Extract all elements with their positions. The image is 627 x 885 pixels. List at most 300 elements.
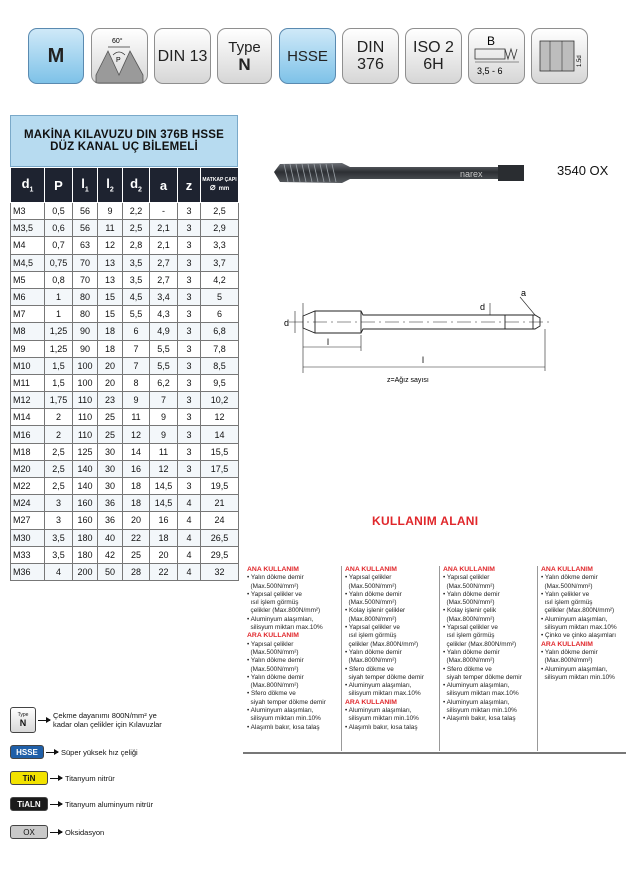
usage-line: • Yalın dökme demir xyxy=(443,590,500,598)
table-cell: 14 xyxy=(123,443,150,460)
usage-line: • Kolay işlenir çelik xyxy=(443,607,497,615)
table-row xyxy=(11,460,239,477)
usage-line: (Max.500N/mm²) xyxy=(247,665,299,673)
table-cell: 14,5 xyxy=(150,495,178,512)
usage-line: • Sfero dökme ve xyxy=(247,690,296,698)
usage-line: • Yalın dökme demir xyxy=(541,648,598,656)
table-cell: M8 xyxy=(11,323,45,340)
table-title-line1: MAKİNA KILAVUZU DIN 376B HSSE xyxy=(23,129,225,141)
table-row xyxy=(11,512,239,529)
table-cell: 9 xyxy=(98,203,123,220)
usage-heading: ANA KULLANIM xyxy=(345,566,397,573)
usage-title: KULLANIM ALANI xyxy=(372,514,479,528)
flute-count-note: z=Ağız sayısı xyxy=(387,377,429,384)
table-cell: 160 xyxy=(73,495,98,512)
shank-tolerance-icon xyxy=(532,29,587,83)
dim-l1: l xyxy=(422,355,424,365)
table-cell: 30 xyxy=(98,478,123,495)
table-cell: M24 xyxy=(11,495,45,512)
table-row xyxy=(11,374,239,391)
thread-pitch-label: P xyxy=(116,57,121,64)
table-cell: 18 xyxy=(98,340,123,357)
legend-type-text-1: Çekme dayanımı 800N/mm² ye xyxy=(53,711,157,720)
usage-line: silisyum miktarı min.10% xyxy=(541,673,615,681)
usage-line: (Max.800N/mm²) xyxy=(443,657,495,665)
header-a: a xyxy=(150,168,178,203)
metric-thread-badge xyxy=(28,28,84,84)
usage-line: • Yalın çelikler ve xyxy=(541,590,590,598)
usage-line: silisyum miktarı max.10% xyxy=(541,624,617,632)
table-cell: 15 xyxy=(98,306,123,323)
table-cell: 18 xyxy=(123,495,150,512)
table-cell: 9 xyxy=(123,392,150,409)
table-cell: 3 xyxy=(178,460,201,477)
drill-label: MATKAP ÇAPI xyxy=(202,176,237,183)
chamfer-label: B xyxy=(487,34,496,48)
table-cell: 13 xyxy=(98,271,123,288)
usage-line: (Max.500N/mm²) xyxy=(541,582,593,590)
usage-line: ısıl işlem görmüş xyxy=(345,632,397,640)
table-cell: 3,5 xyxy=(123,271,150,288)
usage-line: silisyum miktarı min.10% xyxy=(345,715,419,723)
usage-line: çelikler (Max.800N/mm²) xyxy=(247,607,321,615)
tap-brand: narex xyxy=(460,169,483,179)
table-cell: 70 xyxy=(73,271,98,288)
table-cell: 2,8 xyxy=(123,237,150,254)
table-cell: 7 xyxy=(123,340,150,357)
table-cell: 9 xyxy=(150,426,178,443)
usage-line: ısıl işlem görmüş xyxy=(247,599,299,607)
iso-line1: ISO 2 xyxy=(413,39,454,56)
table-cell: M18 xyxy=(11,443,45,460)
table-cell: 90 xyxy=(73,323,98,340)
table-cell: 2 xyxy=(45,409,73,426)
table-cell: 3 xyxy=(45,512,73,529)
table-row xyxy=(11,203,239,220)
table-cell: 63 xyxy=(73,237,98,254)
din13-badge xyxy=(154,28,211,84)
table-cell: 3,3 xyxy=(201,237,239,254)
legend-tialn-label: TiALN xyxy=(17,799,41,809)
table-cell: 22 xyxy=(150,563,178,580)
usage-line: (Max.800N/mm²) xyxy=(247,682,299,690)
header-p: P xyxy=(45,168,73,203)
table-cell: 6,2 xyxy=(150,374,178,391)
usage-line: • Yapısal çelikler xyxy=(247,640,294,648)
usage-line: • Sfero dökme ve xyxy=(345,665,394,673)
dim-a: a xyxy=(521,288,527,298)
table-cell: M4,5 xyxy=(11,254,45,271)
header-drill xyxy=(201,168,239,203)
table-row xyxy=(11,495,239,512)
table-cell: 4,3 xyxy=(150,306,178,323)
table-title xyxy=(10,115,238,167)
usage-line: (Max.500N/mm²) xyxy=(443,582,495,590)
table-cell: 3 xyxy=(178,426,201,443)
usage-line: siyah temper dökme demir xyxy=(443,673,522,681)
table-cell: 19,5 xyxy=(201,478,239,495)
product-code: 3540 OX xyxy=(557,163,609,178)
table-cell: 8 xyxy=(123,374,150,391)
thread-profile-badge xyxy=(91,28,148,84)
usage-line: • Alaşımlı bakır, kısa talaş xyxy=(247,723,320,731)
table-cell: 3 xyxy=(178,357,201,374)
tolerance-label: 1.5d xyxy=(577,55,583,67)
spec-table-body xyxy=(11,203,239,581)
table-row xyxy=(11,563,239,580)
usage-bottom-rule xyxy=(243,752,626,754)
usage-line: • Yapısal çelikler ve xyxy=(247,590,302,598)
table-cell: 5,5 xyxy=(123,306,150,323)
table-cell: M11 xyxy=(11,374,45,391)
chamfer-form-icon xyxy=(469,29,524,83)
table-cell: M7 xyxy=(11,306,45,323)
table-cell: 2,5 xyxy=(45,460,73,477)
table-cell: 18 xyxy=(150,529,178,546)
table-cell: 7 xyxy=(123,357,150,374)
usage-column-2 xyxy=(345,566,439,732)
header-z: z xyxy=(178,168,201,203)
table-cell: 18 xyxy=(98,323,123,340)
din13-label: DIN 13 xyxy=(157,47,208,65)
usage-divider-3 xyxy=(537,566,538,751)
table-cell: 140 xyxy=(73,460,98,477)
table-cell: 12 xyxy=(123,426,150,443)
usage-line: • Aluminyum alaşımları, xyxy=(345,682,412,690)
table-cell: 1,5 xyxy=(45,374,73,391)
table-cell: 3 xyxy=(178,409,201,426)
table-cell: - xyxy=(150,203,178,220)
table-cell: 4 xyxy=(178,546,201,563)
usage-heading: ARA KULLANIM xyxy=(345,698,397,706)
dim-d1: d xyxy=(284,318,290,328)
table-cell: M9 xyxy=(11,340,45,357)
usage-line: • Aluminyum alaşımları, xyxy=(541,615,608,623)
dim-d2: d xyxy=(480,302,486,312)
table-cell: 16 xyxy=(150,512,178,529)
tap-product-image xyxy=(272,150,552,200)
table-cell: 6,8 xyxy=(201,323,239,340)
usage-line: • Yalın dökme demir xyxy=(443,648,500,656)
legend-hsse xyxy=(10,745,138,759)
usage-divider-1 xyxy=(341,566,342,751)
table-cell: 26,5 xyxy=(201,529,239,546)
usage-line: (Max.500N/mm²) xyxy=(345,582,397,590)
table-cell: 3,5 xyxy=(123,254,150,271)
table-cell: 7 xyxy=(150,392,178,409)
legend-type-text-2: kadar olan çelikler için Kılavuzlar xyxy=(53,720,162,729)
table-cell: 4,9 xyxy=(150,323,178,340)
legend-arrow-icon xyxy=(50,804,62,805)
table-cell: M22 xyxy=(11,478,45,495)
table-cell: 18 xyxy=(123,478,150,495)
table-cell: 2,5 xyxy=(45,443,73,460)
table-cell: 1 xyxy=(45,306,73,323)
table-row xyxy=(11,443,239,460)
legend-tialn xyxy=(10,797,153,811)
table-cell: M4 xyxy=(11,237,45,254)
table-cell: 2,7 xyxy=(150,254,178,271)
usage-line: çelikler (Max.800N/mm²) xyxy=(443,640,517,648)
table-cell: 110 xyxy=(73,392,98,409)
thread-angle-label: 60° xyxy=(112,38,123,45)
table-cell: M36 xyxy=(11,563,45,580)
table-cell: 30 xyxy=(98,460,123,477)
table-cell: 5 xyxy=(201,288,239,305)
usage-heading: ANA KULLANIM xyxy=(247,566,299,573)
table-cell: 56 xyxy=(73,203,98,220)
table-cell: 2,2 xyxy=(123,203,150,220)
usage-heading: ANA KULLANIM xyxy=(541,566,593,573)
table-row xyxy=(11,271,239,288)
table-cell: 3 xyxy=(178,478,201,495)
table-row xyxy=(11,478,239,495)
table-cell: M30 xyxy=(11,529,45,546)
table-cell: 3,5 xyxy=(45,529,73,546)
table-cell: 3 xyxy=(45,495,73,512)
usage-line: • Yalın dökme demir xyxy=(247,574,304,582)
table-cell: 50 xyxy=(98,563,123,580)
legend-arrow-icon xyxy=(50,778,62,779)
legend-type-value: N xyxy=(19,718,27,728)
usage-heading: ARA KULLANIM xyxy=(541,640,593,648)
table-cell: 11 xyxy=(98,220,123,237)
table-cell: 32 xyxy=(201,563,239,580)
usage-line: • Aluminyum alaşımları, xyxy=(247,615,314,623)
table-cell: 15,5 xyxy=(201,443,239,460)
legend-arrow-icon xyxy=(38,720,50,721)
usage-line: (Max.500N/mm²) xyxy=(247,582,299,590)
header-d1: $d_1$ xyxy=(11,168,45,203)
table-cell: 12 xyxy=(150,460,178,477)
table-row xyxy=(11,426,239,443)
table-cell: 36 xyxy=(98,512,123,529)
table-cell: 0,7 xyxy=(45,237,73,254)
table-row xyxy=(11,546,239,563)
legend-hsse-box xyxy=(10,745,44,759)
usage-line: • Sfero dökme ve xyxy=(443,665,492,673)
usage-line: • Aluminyum alaşımları, xyxy=(443,698,510,706)
table-cell: 110 xyxy=(73,409,98,426)
table-cell: 2,1 xyxy=(150,220,178,237)
table-cell: 56 xyxy=(73,220,98,237)
usage-line: (Max.800N/mm²) xyxy=(345,615,397,623)
table-cell: 10,2 xyxy=(201,392,239,409)
table-cell: 125 xyxy=(73,443,98,460)
chamfer-value: 3,5 - 6 xyxy=(477,66,503,76)
table-header-row xyxy=(11,168,239,203)
table-cell: 2,9 xyxy=(201,220,239,237)
table-cell: 2 xyxy=(45,426,73,443)
usage-line: çelikler (Max.800N/mm²) xyxy=(345,640,419,648)
table-cell: 1,5 xyxy=(45,357,73,374)
table-cell: 100 xyxy=(73,374,98,391)
table-row xyxy=(11,340,239,357)
table-row xyxy=(11,288,239,305)
metric-label: M xyxy=(47,44,65,67)
table-cell: 4,2 xyxy=(201,271,239,288)
table-cell: 42 xyxy=(98,546,123,563)
table-cell: 0,6 xyxy=(45,220,73,237)
tolerance-badge xyxy=(531,28,588,84)
table-row xyxy=(11,409,239,426)
table-cell: M20 xyxy=(11,460,45,477)
table-row xyxy=(11,306,239,323)
table-cell: 3,4 xyxy=(150,288,178,305)
header-d2: $d_2$ xyxy=(123,168,150,203)
legend-type-box xyxy=(10,707,36,733)
legend-ox xyxy=(10,825,104,839)
table-row xyxy=(11,392,239,409)
usage-column-4 xyxy=(541,566,625,682)
table-cell: 8,5 xyxy=(201,357,239,374)
usage-line: • Çinko ve çinko alaşımları xyxy=(541,632,617,640)
table-cell: 200 xyxy=(73,563,98,580)
table-cell: 4,5 xyxy=(123,288,150,305)
table-cell: 180 xyxy=(73,546,98,563)
usage-line: silisyum miktarı max.10% xyxy=(345,690,421,698)
usage-line: • Aluminyum alaşımları, xyxy=(247,707,314,715)
table-cell: 100 xyxy=(73,357,98,374)
table-cell: 3,5 xyxy=(45,546,73,563)
legend-tin-label: TiN xyxy=(22,773,36,783)
usage-line: • Alaşımlı bakır, kısa talaş xyxy=(345,723,418,731)
table-cell: 180 xyxy=(73,529,98,546)
usage-line: ısıl işlem görmüş xyxy=(443,632,495,640)
table-cell: 4 xyxy=(178,563,201,580)
table-cell: 13 xyxy=(98,254,123,271)
table-cell: 9,5 xyxy=(201,374,239,391)
usage-line: (Max.800N/mm²) xyxy=(345,657,397,665)
table-cell: 36 xyxy=(98,495,123,512)
table-cell: 25 xyxy=(98,426,123,443)
usage-line: • Yapısal çelikler ve xyxy=(345,624,400,632)
legend-tialn-box xyxy=(10,797,48,811)
table-cell: 80 xyxy=(73,306,98,323)
table-cell: 20 xyxy=(98,374,123,391)
table-cell: 4 xyxy=(45,563,73,580)
table-cell: 2,5 xyxy=(45,478,73,495)
legend-tin xyxy=(10,771,115,785)
table-cell: 2,7 xyxy=(150,271,178,288)
legend-type xyxy=(10,707,162,733)
type-badge xyxy=(217,28,272,84)
din376-line2: 376 xyxy=(357,56,384,73)
table-cell: 20 xyxy=(123,512,150,529)
legend-hsse-label: HSSE xyxy=(16,747,38,757)
table-cell: 22 xyxy=(123,529,150,546)
table-cell: 25 xyxy=(123,546,150,563)
din376-line1: DIN xyxy=(356,39,385,56)
table-row xyxy=(11,529,239,546)
table-cell: 4 xyxy=(178,495,201,512)
table-cell: 17,5 xyxy=(201,460,239,477)
usage-line: • Yapısal çelikler xyxy=(345,574,392,582)
table-cell: 28 xyxy=(123,563,150,580)
table-cell: 110 xyxy=(73,426,98,443)
usage-line: çelikler (Max.800N/mm²) xyxy=(541,607,615,615)
table-cell: M27 xyxy=(11,512,45,529)
table-cell: 30 xyxy=(98,443,123,460)
legend-tin-box xyxy=(10,771,48,785)
header-l1: $l_1$ xyxy=(73,168,98,203)
header-l2: $l_2$ xyxy=(98,168,123,203)
table-cell: 2,1 xyxy=(150,237,178,254)
table-cell: 6 xyxy=(201,306,239,323)
table-cell: M16 xyxy=(11,426,45,443)
usage-column-1 xyxy=(247,566,341,732)
table-cell: 20 xyxy=(98,357,123,374)
table-cell: 3 xyxy=(178,288,201,305)
iso-badge xyxy=(405,28,462,84)
table-row xyxy=(11,323,239,340)
table-cell: 0,5 xyxy=(45,203,73,220)
table-cell: 40 xyxy=(98,529,123,546)
table-cell: 3,7 xyxy=(201,254,239,271)
usage-line: (Max.500N/mm²) xyxy=(345,599,397,607)
usage-line: • Yalın dökme demir xyxy=(247,673,304,681)
table-cell: 3 xyxy=(178,203,201,220)
table-cell: 3 xyxy=(178,323,201,340)
table-row xyxy=(11,220,239,237)
table-cell: 80 xyxy=(73,288,98,305)
table-cell: 3 xyxy=(178,271,201,288)
table-cell: 9 xyxy=(150,409,178,426)
usage-line: • Alaşımlı bakır, kısa talaş xyxy=(443,715,516,723)
table-cell: 3 xyxy=(178,254,201,271)
table-cell: 70 xyxy=(73,254,98,271)
table-cell: 3 xyxy=(178,306,201,323)
hsse-label: HSSE xyxy=(287,47,328,65)
table-cell: 15 xyxy=(98,288,123,305)
table-cell: 3 xyxy=(178,392,201,409)
table-cell: M10 xyxy=(11,357,45,374)
table-cell: 1,75 xyxy=(45,392,73,409)
thread-profile-icon xyxy=(92,29,147,83)
table-cell: 3 xyxy=(178,220,201,237)
table-row xyxy=(11,357,239,374)
usage-line: (Max.500N/mm²) xyxy=(247,648,299,656)
table-cell: 12 xyxy=(98,237,123,254)
table-cell: 14 xyxy=(201,426,239,443)
legend-tin-text: Titanyum nitrür xyxy=(65,773,115,783)
usage-line: siyah temper dökme demir xyxy=(247,698,326,706)
table-cell: 21 xyxy=(201,495,239,512)
table-cell: M33 xyxy=(11,546,45,563)
usage-line: • Aluminyum alaşımları, xyxy=(345,707,412,715)
table-cell: M6 xyxy=(11,288,45,305)
usage-line: (Max.500N/mm²) xyxy=(443,599,495,607)
usage-line: • Yalın dökme demir xyxy=(247,657,304,665)
table-cell: 0,75 xyxy=(45,254,73,271)
table-cell: 7,8 xyxy=(201,340,239,357)
table-cell: 1 xyxy=(45,288,73,305)
table-cell: 16 xyxy=(123,460,150,477)
usage-line: silisyum miktarı max.10% xyxy=(247,624,323,632)
table-title-line2: DÜZ KANAL UÇ BİLEMELİ xyxy=(50,141,198,153)
table-cell: 3 xyxy=(178,340,201,357)
usage-divider-2 xyxy=(439,566,440,751)
table-cell: 11 xyxy=(123,409,150,426)
hsse-badge xyxy=(279,28,336,84)
table-cell: 4 xyxy=(178,512,201,529)
table-cell: 140 xyxy=(73,478,98,495)
legend-arrow-icon xyxy=(50,832,62,833)
usage-column-3 xyxy=(443,566,537,724)
drill-unit: mm xyxy=(218,185,230,192)
table-cell: M3 xyxy=(11,203,45,220)
table-cell: 4 xyxy=(178,529,201,546)
